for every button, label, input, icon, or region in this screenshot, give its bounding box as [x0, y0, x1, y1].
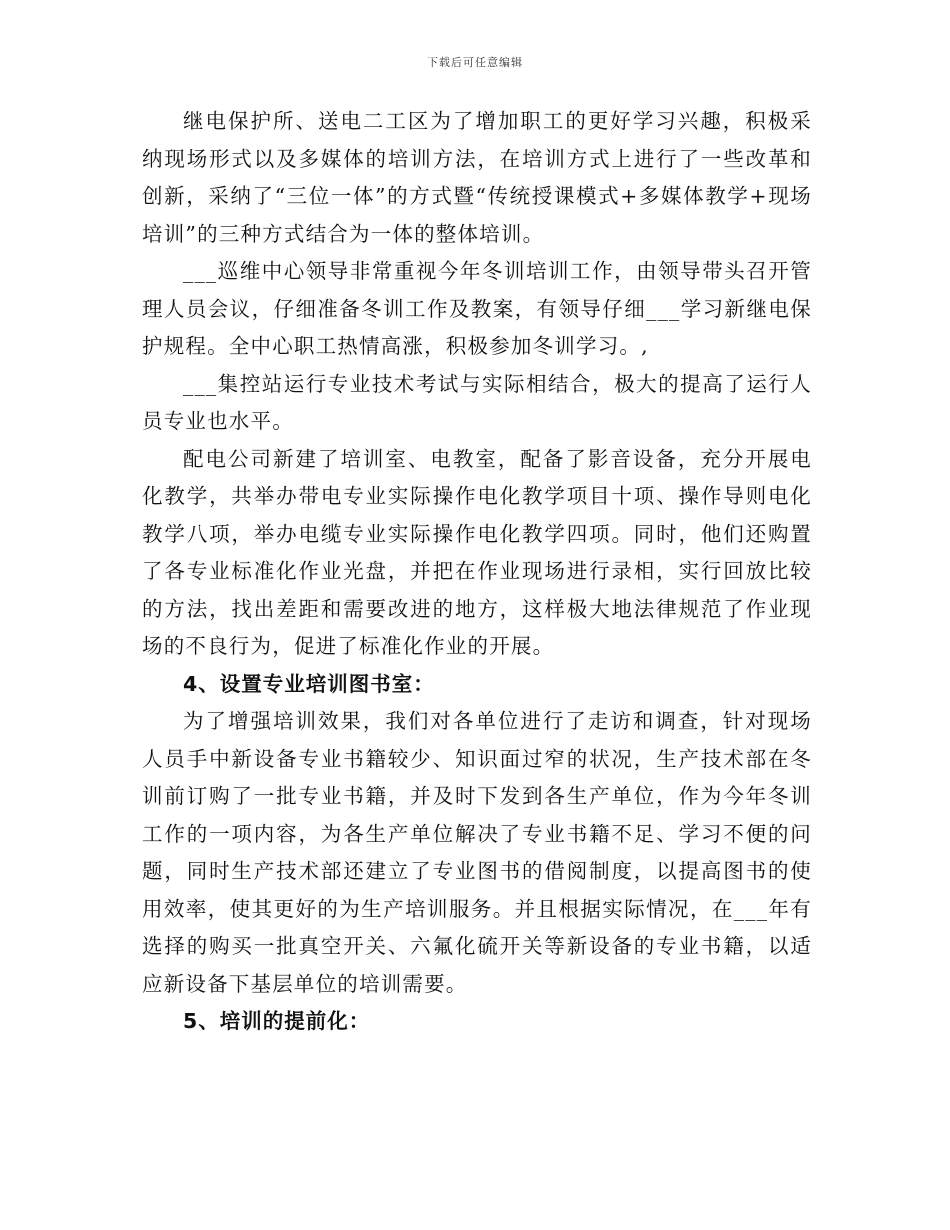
document-body	[142, 103, 812, 1041]
section-4-body: 为了增强培训效果，我们对各单位进行了走访和调查，针对现场人员手中新设备专业书籍较少、知识面过窄的状况，生产技术部在冬训前订购了一批专业书籍，并及时下发到各生产单位，作为今年冬训工作的一项内容，为各生产单位解决了专业书籍不足、学习不便的问题，同时生产技术部还建立了专业图书的借阅制度，以提高图书的使用效率，使其更好的为生产培训服务。并且根据实际情况，在___年有选择的购买一批真空开关、六氟化硫开关等新设备的专业书籍，以适应新设备下基层单位的培训需要。	[142, 709, 812, 996]
paragraph-relay-protection: 继电保护所、送电二工区为了增加职工的更好学习兴趣，积极采纳现场形式以及多媒体的培训方法，在培训方式上进行了一些改革和创新，采纳了“三位一体”的方式暨“传统授课模式+多媒体教学+现场培训”的三种方式结合为一体的整体培训。	[142, 109, 812, 246]
paragraph-control-station: ___集控站运行专业技术考试与实际相结合，极大的提高了运行人员专业也水平。	[142, 371, 812, 433]
page-header-note: 下载后可任意编辑	[427, 56, 523, 69]
paragraph-distribution-company: 配电公司新建了培训室、电教室，配备了影音设备，充分开展电化教学，共举办带电专业实际操作电化教学项目十项、操作导则电化教学八项，举办电缆专业实际操作电化教学四项。同时，他们还购置了各专业标准化作业光盘，并把在作业现场进行录相，实行回放比较的方法，找出差距和需要改进的地方，这样极大地法律规范了作业现场的不良行为，促进了标准化作业的开展。	[142, 446, 812, 658]
section-4-heading: 4、设置专业培训图书室：	[183, 671, 435, 696]
section-5-heading: 5、培训的提前化：	[183, 1009, 371, 1033]
paragraph-maintenance-center: ___巡维中心领导非常重视今年冬训培训工作，由领导带头召开管理人员会议，仔细准备冬训工作及教案，有领导仔细___学习新继电保护规程。全中心职工热情高涨，积极参加冬训学习。,	[142, 259, 812, 358]
